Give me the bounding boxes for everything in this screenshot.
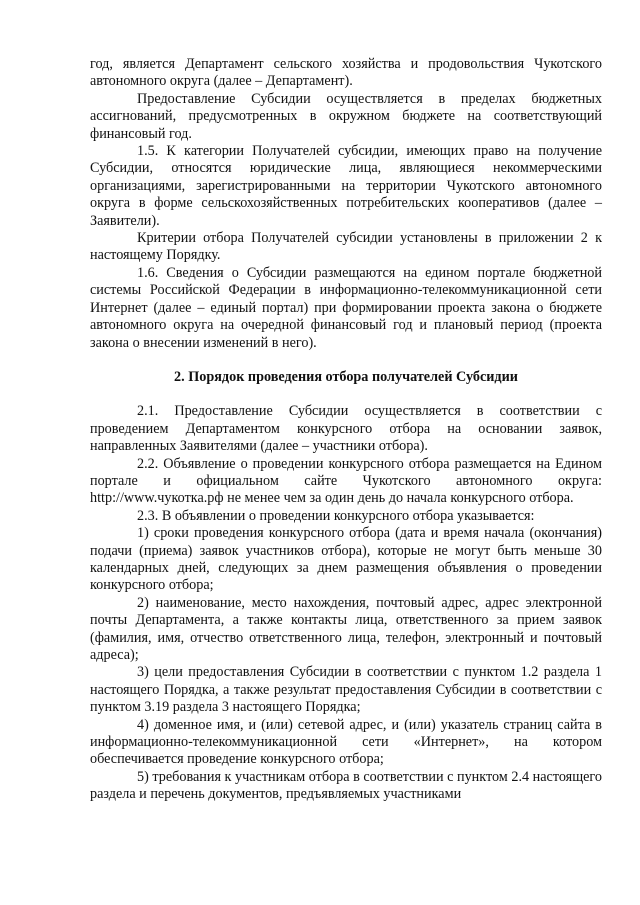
list-item-5-requirements: 5) требования к участникам отбора в соответствии с пунктом 2.4 настоящего раздела и перечень документов, предъявляемых участниками <box>90 768 602 803</box>
list-item-3-goals: 3) цели предоставления Субсидии в соответствии с пунктом 1.2 раздела 1 настоящего Порядка, а также результат предоставления Субсидии в соответствии с пунктом 3.19 раздела 3 настоящего Порядка; <box>90 664 602 716</box>
list-item-2-contacts: 2) наименование, место нахождения, почтовый адрес, адрес электронной почты Департамента, а также контакты лица, ответственного за прием заявок (фамилия, имя, отчество ответственного лица, телефон, электронный и почтовый адреса); <box>90 594 602 663</box>
document-page <box>90 56 602 804</box>
paragraph-budget-allocations: Предоставление Субсидии осуществляется в пределах бюджетных ассигнований, предусмотренных в окружном бюджете на соответствующий финансовый год. <box>90 90 602 142</box>
paragraph-2-3: 2.3. В объявлении о проведении конкурсного отбора указывается: <box>137 507 535 524</box>
spacer <box>90 352 602 369</box>
paragraph-selection-criteria: Критерии отбора Получателей субсидии установлены в приложении 2 к настоящему Порядку. <box>90 230 602 264</box>
list-item-4-domain: 4) доменное имя, и (или) сетевой адрес, и (или) указатель страниц сайта в информационно-телекоммуникационной сети «Интернет», на котором обеспечивается проведение конкурсного отбора; <box>90 716 602 768</box>
section-heading: 2. Порядок проведения отбора получателей Субсидии <box>174 368 518 385</box>
paragraph-department-definition: год, является Департамент сельского хозяйства и продовольствия Чукотского автономного округа (далее – Департамент). <box>90 56 602 90</box>
spacer <box>90 386 602 403</box>
paragraph-1-6-portal: 1.6. Сведения о Субсидии размещаются на едином портале бюджетной системы Российской Федерации в информационно-телекоммуникационной сети Интернет (далее – единый портал) при формировании проекта закона о бюджете автономного округа на очередной финансовый год и плановый период (проекта закона о внесении изменений в него). <box>90 264 602 351</box>
paragraph-2-1: 2.1. Предоставление Субсидии осуществляется в соответствии с проведением Департаментом конкурсного отбора на основании заявок, направленных Заявителями (далее – участники отбора). <box>90 403 602 455</box>
paragraph-2-2: 2.2. Объявление о проведении конкурсного отбора размещается на Едином портале и официальном сайте Чукотского автономного округа: http://www.чукотка.рф не менее чем за один день до начала конкурсного отбора. <box>90 455 602 507</box>
list-item-1-deadlines: 1) сроки проведения конкурсного отбора (дата и время начала (окончания) подачи (приема) заявок участников отбора), которые не могут быть меньше 30 календарных дней, следующих за днем размещения объявления о проведении конкурсного отбора; <box>90 525 602 594</box>
paragraph-1-5-recipients: 1.5. К категории Получателей субсидии, имеющих право на получение Субсидии, относятся юридические лица, являющиеся некоммерческими организациями, зарегистрированными на территории Чукотского автономного округа в форме сельскохозяйственных потребительских кооперативов (далее – Заявители). <box>90 143 602 229</box>
